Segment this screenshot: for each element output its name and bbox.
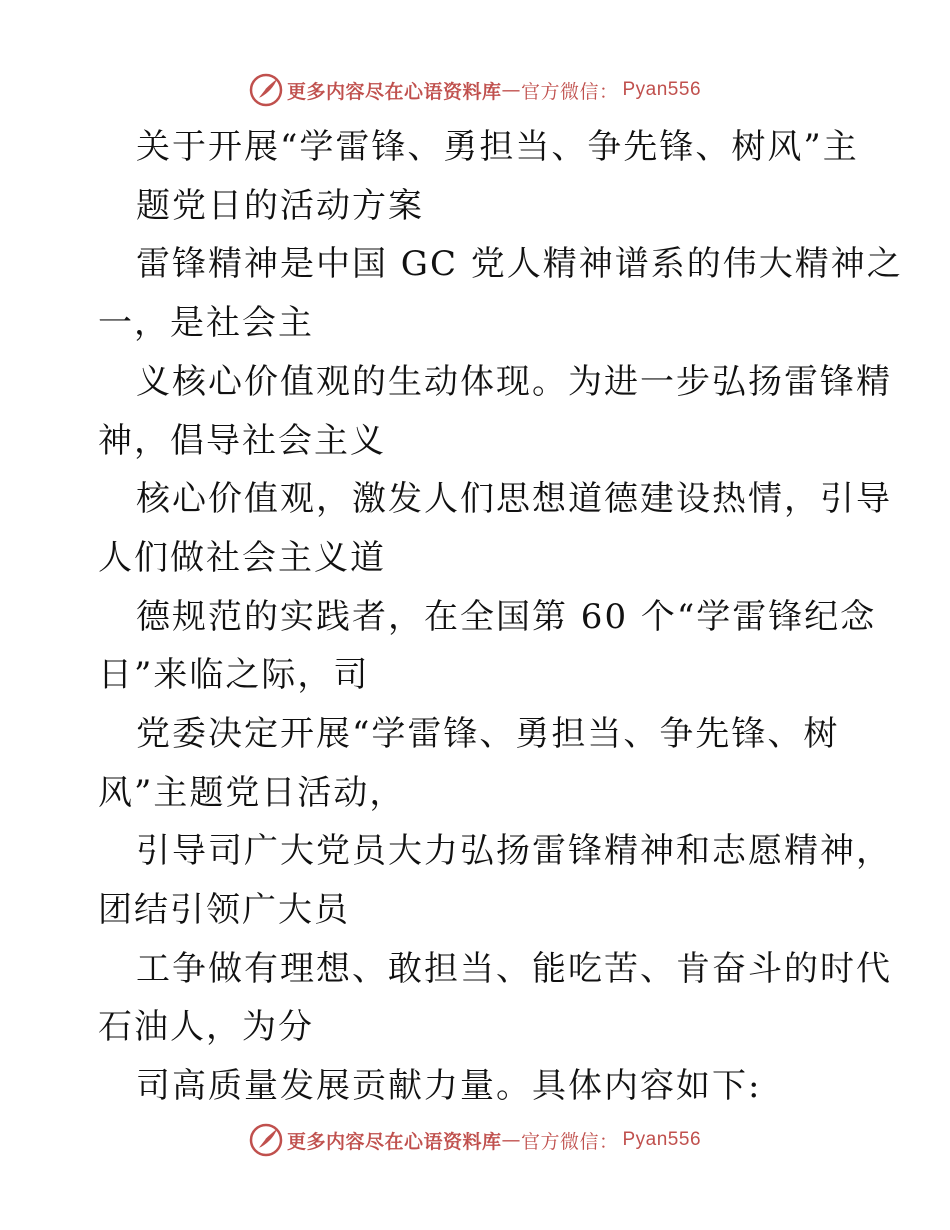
doc-title-line-1: 关于开展“学雷锋、勇担当、争先锋、树风”主 bbox=[136, 127, 859, 167]
feather-logo-icon bbox=[249, 1123, 283, 1157]
doc-text-line: 日”来临之际，司 bbox=[98, 655, 370, 695]
doc-text-line: 团结引领广大员 bbox=[98, 890, 350, 930]
doc-text-line: 引导司广大党员大力弘扬雷锋精神和志愿精神， bbox=[136, 831, 892, 871]
watermark-separator: — bbox=[501, 1129, 521, 1151]
doc-text-line: 核心价值观，激发人们思想道德建设热情，引导 bbox=[136, 479, 892, 519]
watermark-wechat-label: 官方微信： bbox=[520, 1130, 619, 1153]
watermark-separator: — bbox=[501, 79, 521, 101]
watermark-main-text: 更多内容尽在心语资料库 bbox=[286, 80, 502, 103]
watermark-wechat-id: Pyan556 bbox=[622, 1129, 702, 1150]
doc-text-line: 人们做社会主义道 bbox=[98, 538, 386, 578]
doc-text-line: 神，倡导社会主义 bbox=[98, 421, 386, 461]
doc-text-line: 雷锋精神是中国 GC 党人精神谱系的伟大精神之 bbox=[136, 244, 903, 284]
footer-watermark bbox=[0, 1122, 950, 1158]
watermark-main-text: 更多内容尽在心语资料库 bbox=[286, 1130, 502, 1153]
doc-title-line-2: 题党日的活动方案 bbox=[136, 186, 424, 226]
doc-text-line: 工争做有理想、敢担当、能吃苦、肯奋斗的时代 bbox=[136, 949, 892, 989]
watermark-wechat-label: 官方微信： bbox=[520, 80, 619, 103]
doc-text-line: 石油人，为分 bbox=[98, 1007, 314, 1047]
watermark-wechat-id: Pyan556 bbox=[622, 79, 702, 100]
doc-text-line: 德规范的实践者，在全国第 60 个“学雷锋纪念 bbox=[136, 597, 877, 637]
doc-text-line: 司高质量发展贡献力量。具体内容如下: bbox=[136, 1066, 762, 1106]
doc-text-line: 义核心价值观的生动体现。为进一步弘扬雷锋精 bbox=[136, 362, 892, 402]
doc-text-line: 党委决定开展“学雷锋、勇担当、争先锋、树 bbox=[136, 714, 840, 754]
doc-text-line: 风”主题党日活动， bbox=[98, 773, 406, 813]
doc-text-line: 一，是社会主 bbox=[98, 303, 314, 343]
